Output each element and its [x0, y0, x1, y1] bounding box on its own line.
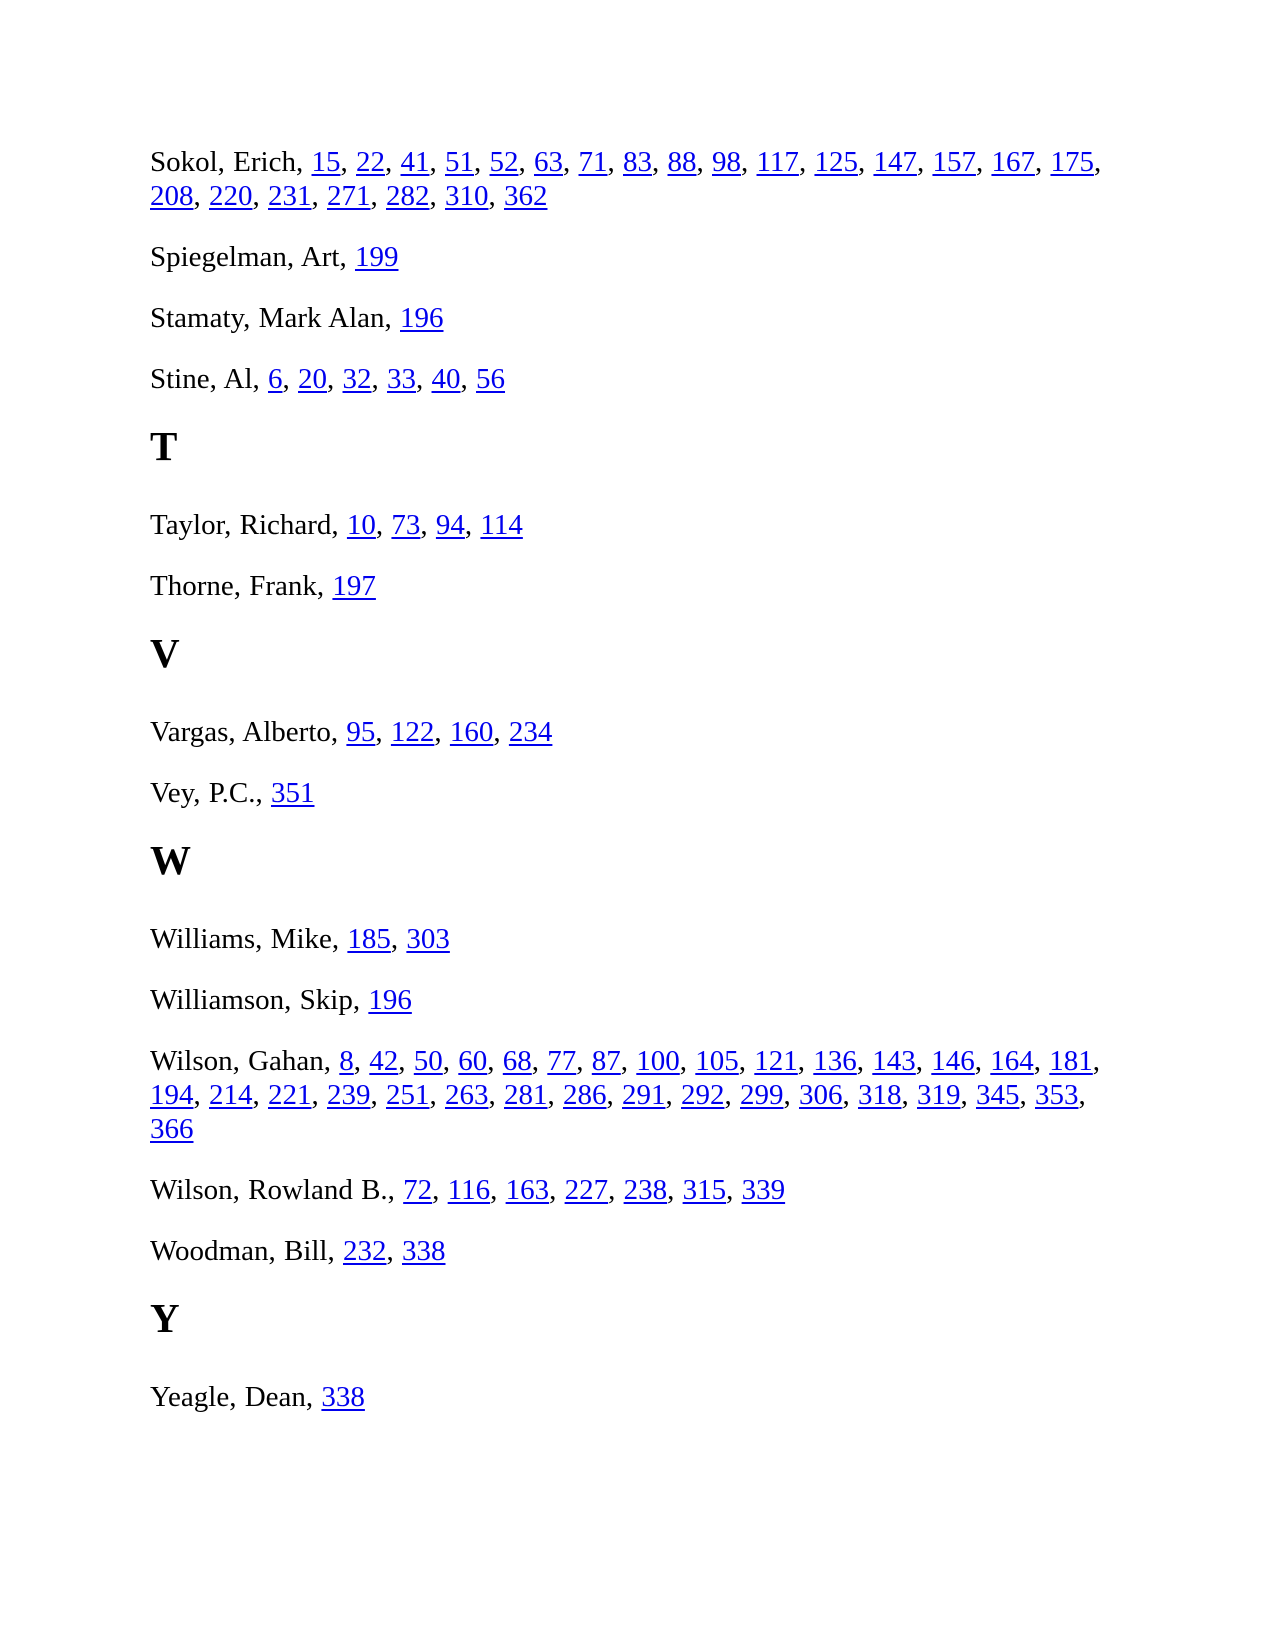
page-link[interactable]: 146 — [931, 1045, 975, 1077]
page-link[interactable]: 231 — [268, 180, 312, 212]
index-entry: Wilson, Rowland B., 72, 116, 163, 227, 238, 315, 339 — [150, 1174, 786, 1206]
page-link[interactable]: 95 — [346, 716, 376, 748]
page-link[interactable]: 318 — [858, 1079, 902, 1111]
index-entry: Sokol, Erich, 15, 22, 41, 51, 52, 63, 71, 83, 88, 98, 117, 125, 147, 157, 167, 175, 208, 220, 231, 271, 282, 310, 362 — [150, 146, 1102, 212]
index-entry: Stine, Al, 6, 20, 32, 33, 40, 56 — [150, 363, 506, 395]
page-link[interactable]: 63 — [534, 146, 563, 178]
page-link[interactable]: 116 — [447, 1174, 491, 1206]
index-entry: Williams, Mike, 185, 303 — [150, 923, 450, 955]
page-link[interactable]: 42 — [369, 1045, 399, 1077]
entry-name: Yeagle, Dean — [150, 1381, 306, 1413]
page-link[interactable]: 6 — [268, 363, 283, 395]
page-link[interactable]: 196 — [400, 302, 444, 334]
page-link[interactable]: 157 — [932, 146, 976, 178]
entry-name: Vargas, Alberto — [150, 716, 331, 748]
page-link[interactable]: 175 — [1050, 146, 1094, 178]
index-entry: Stamaty, Mark Alan, 196 — [150, 302, 444, 334]
page-link[interactable]: 143 — [872, 1045, 916, 1077]
page-link[interactable]: 310 — [445, 180, 489, 212]
page-link[interactable]: 20 — [298, 363, 328, 395]
page-link[interactable]: 88 — [667, 146, 697, 178]
page-link[interactable]: 167 — [991, 146, 1035, 178]
page-link[interactable]: 292 — [681, 1079, 725, 1111]
entry-name: Thorne, Frank — [150, 570, 317, 602]
page-link[interactable]: 22 — [356, 146, 385, 178]
entry-name: Williamson, Skip — [150, 984, 353, 1016]
page-link[interactable]: 105 — [695, 1045, 739, 1077]
index-entry: Vey, P.C., 351 — [150, 777, 315, 809]
page-link[interactable]: 185 — [347, 923, 391, 955]
page-link[interactable]: 181 — [1049, 1045, 1093, 1077]
page-link[interactable]: 281 — [504, 1079, 548, 1111]
entry-name: Sokol, Erich — [150, 146, 296, 178]
page-link[interactable]: 52 — [489, 146, 519, 178]
index-entry: Yeagle, Dean, 338 — [150, 1381, 365, 1413]
page-link[interactable]: 232 — [343, 1235, 387, 1267]
page-link[interactable]: 50 — [413, 1045, 443, 1077]
page-link[interactable]: 122 — [390, 716, 435, 748]
page-link[interactable]: 163 — [505, 1174, 550, 1206]
page-link[interactable]: 73 — [391, 509, 421, 541]
page-link[interactable]: 121 — [754, 1045, 798, 1077]
page-link[interactable]: 271 — [327, 180, 371, 212]
page-link[interactable]: 114 — [480, 509, 523, 541]
page-link[interactable]: 303 — [406, 923, 450, 955]
page-link[interactable]: 117 — [756, 146, 799, 178]
page-link[interactable]: 147 — [873, 146, 917, 178]
section-letter-v: V — [150, 630, 180, 676]
page-link[interactable]: 221 — [268, 1079, 312, 1111]
page-link[interactable]: 345 — [976, 1079, 1020, 1111]
page-link[interactable]: 32 — [342, 363, 372, 395]
page-link[interactable]: 60 — [458, 1045, 488, 1077]
page-link[interactable]: 33 — [387, 363, 417, 395]
page-link[interactable]: 51 — [445, 146, 474, 178]
page-link[interactable]: 366 — [150, 1113, 194, 1145]
page-link[interactable]: 197 — [332, 570, 376, 602]
page-link[interactable]: 306 — [799, 1079, 843, 1111]
section-letter-t: T — [150, 423, 178, 469]
page-link[interactable]: 220 — [209, 180, 253, 212]
page-link[interactable]: 353 — [1035, 1079, 1079, 1111]
page-link[interactable]: 8 — [339, 1045, 354, 1077]
entry-name: Taylor, Richard — [150, 509, 332, 541]
entry-name: Wilson, Gahan — [150, 1045, 324, 1077]
page-link[interactable]: 10 — [346, 509, 376, 541]
page-link[interactable]: 98 — [712, 146, 741, 178]
page-link[interactable]: 338 — [402, 1235, 446, 1267]
page-link[interactable]: 214 — [209, 1079, 253, 1111]
index-entry: Thorne, Frank, 197 — [150, 570, 376, 602]
page-link[interactable]: 77 — [547, 1045, 577, 1077]
index-entry: Vargas, Alberto, 95, 122, 160, 234 — [150, 716, 553, 748]
page-link[interactable]: 100 — [636, 1045, 680, 1077]
index-page — [150, 145, 1130, 1441]
page-link[interactable]: 263 — [445, 1079, 489, 1111]
index-entry: Williamson, Skip, 196 — [150, 984, 412, 1016]
page-link[interactable]: 199 — [354, 241, 399, 273]
page-link[interactable]: 40 — [431, 363, 461, 395]
page-link[interactable]: 196 — [368, 984, 412, 1016]
page-link[interactable]: 160 — [449, 716, 494, 748]
page-link[interactable]: 94 — [435, 509, 465, 541]
page-link[interactable]: 238 — [623, 1174, 668, 1206]
page-link[interactable]: 208 — [150, 180, 194, 212]
entry-name: Stamaty, Mark Alan — [150, 302, 385, 334]
page-link[interactable]: 291 — [622, 1079, 666, 1111]
page-link[interactable]: 83 — [623, 146, 652, 178]
section-letter-y: Y — [150, 1295, 180, 1341]
page-link[interactable]: 299 — [740, 1079, 784, 1111]
page-link[interactable]: 125 — [814, 146, 858, 178]
page-link[interactable]: 136 — [813, 1045, 857, 1077]
page-link[interactable]: 227 — [564, 1174, 609, 1206]
index-entry: Woodman, Bill, 232, 338 — [150, 1235, 446, 1267]
entry-name: Spiegelman, Art — [150, 241, 340, 273]
entry-name: Woodman, Bill — [150, 1235, 328, 1267]
page-link[interactable]: 41 — [400, 146, 430, 178]
entry-name: Wilson, Rowland B. — [150, 1174, 388, 1206]
entry-name: Williams, Mike — [150, 923, 332, 955]
page-link[interactable]: 87 — [591, 1045, 621, 1077]
page-link[interactable]: 286 — [563, 1079, 607, 1111]
entry-name: Stine, Al — [150, 363, 253, 395]
page-link[interactable]: 315 — [682, 1174, 727, 1206]
entry-name: Vey, P.C. — [150, 777, 256, 809]
page-link[interactable]: 319 — [917, 1079, 961, 1111]
page-link[interactable]: 234 — [508, 716, 553, 748]
page-link[interactable]: 239 — [327, 1079, 371, 1111]
section-letter-w: W — [150, 837, 191, 883]
page-link[interactable]: 362 — [504, 180, 548, 212]
page-link[interactable]: 56 — [476, 363, 506, 395]
page-link[interactable]: 351 — [270, 777, 315, 809]
page-link[interactable]: 338 — [321, 1381, 365, 1413]
page-link[interactable]: 71 — [578, 146, 608, 178]
page-link[interactable]: 194 — [150, 1079, 194, 1111]
index-entry: Wilson, Gahan, 8, 42, 50, 60, 68, 77, 87, 100, 105, 121, 136, 143, 146, 164, 181, 194, 214, 221, 239, 251, 263, 281, 286, 291, 292, 299, 306, 318, 319, 345, 353, 366 — [150, 1045, 1101, 1145]
index-entry: Taylor, Richard, 10, 73, 94, 114 — [150, 509, 523, 541]
page-link[interactable]: 282 — [386, 180, 430, 212]
page-link[interactable]: 72 — [403, 1174, 433, 1206]
page-link[interactable]: 68 — [502, 1045, 532, 1077]
index-entry: Spiegelman, Art, 199 — [150, 241, 399, 273]
page-link[interactable]: 164 — [990, 1045, 1034, 1077]
page-link[interactable]: 251 — [386, 1079, 430, 1111]
page-link[interactable]: 15 — [311, 146, 341, 178]
page-link[interactable]: 339 — [741, 1174, 786, 1206]
